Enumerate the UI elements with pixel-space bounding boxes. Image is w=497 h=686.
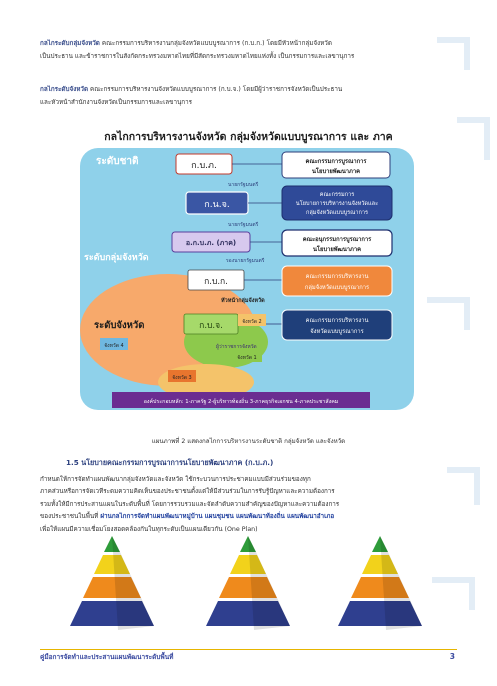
rbox-5 bbox=[282, 310, 392, 340]
mechanism-diagram bbox=[76, 142, 420, 422]
rbox-2-c: กลุ่มจังหวัดแบบบูรณาการ bbox=[305, 210, 369, 216]
pyramid-image-2 bbox=[198, 532, 298, 632]
tag-p4-label: จังหวัด 4 bbox=[104, 343, 124, 349]
body-line-3: รวมทั้งให้มีการประสานแผนในระดับพื้นที่ โดยการรวบรวมและจัดลำดับความสำคัญของปัญหาและความต้องการ bbox=[40, 500, 340, 508]
label-pm1: นายกรัฐมนตรี bbox=[228, 182, 259, 188]
box-knj-label: ก.น.จ. bbox=[204, 200, 230, 210]
rbox-4-b: กลุ่มจังหวัดแบบบูรณาการ bbox=[304, 285, 370, 291]
paragraph-group-mechanism bbox=[40, 38, 460, 63]
body-line-5: เพื่อให้แผนมีความเชื่อมโยงสอดคล้องกันในทุกระดับเป็นแผนเดียวกัน (One Plan) bbox=[40, 525, 258, 533]
rbox-1-a: คณะกรรมการบูรณาการ bbox=[305, 159, 367, 165]
figure-caption: แผนภาพที่ 2 แสดงกลไกการบริหารงานระดับชาติ กลุ่มจังหวัด และจังหวัด bbox=[151, 438, 346, 445]
section-heading: 1.5 นโยบายคณะกรรมการบูรณาการนโยบายพัฒนาภาค (ก.บ.ภ.) bbox=[66, 458, 274, 467]
tag-p2-label: จังหวัด 2 bbox=[242, 319, 262, 325]
para1-line2: เป็นประธาน และข้าราชการในสังกัดกระทรวงมหาดไทยที่มีสัดกระทรวงมหาดไทยแห่งทั้ง เป็นกรรมการและเลขานุการ bbox=[40, 52, 355, 60]
pyramid-image-1 bbox=[62, 532, 162, 632]
body-line-4a: ของประชาชนในพื้นที่ bbox=[40, 513, 101, 521]
rbox-4 bbox=[282, 266, 392, 296]
label-pm2: นายกรัฐมนตรี bbox=[228, 222, 259, 228]
diagram-title: กลไกการบริหารงานจังหวัด กลุ่มจังหวัดแบบบูรณาการ และ ภาค bbox=[104, 131, 393, 143]
rbox-4-a: คณะกรรมการบริหารงาน bbox=[305, 274, 369, 280]
rbox-5-b: จังหวัดแบบบูรณาการ bbox=[310, 329, 364, 335]
tag-p3-label: จังหวัด 3 bbox=[172, 375, 192, 381]
body-line-1: กำหนดให้การจัดทำแผนพัฒนากลุ่มจังหวัดและจังหวัด ใช้กระบวนการประชาคมแบบมีส่วนร่วมของทุก bbox=[40, 476, 311, 483]
box-kbp-label: ก.บ.ภ. bbox=[191, 161, 217, 171]
rbox-3-a: คณะอนุกรรมการบูรณาการ bbox=[302, 237, 372, 243]
rbox-2-b: นโยบายการบริหารงานจังหวัดและ bbox=[295, 201, 379, 207]
page-number: 3 bbox=[449, 652, 455, 661]
box-kbk-label: ก.บ.ก. bbox=[204, 277, 228, 287]
label-dpm: รองนายกรัฐมนตรี bbox=[226, 258, 265, 264]
footer-divider bbox=[40, 649, 457, 650]
tag-p1-label: จังหวัด 1 bbox=[237, 355, 257, 361]
pyramid-image-3 bbox=[330, 532, 430, 632]
rbox-5-a: คณะกรรมการบริหารงาน bbox=[305, 318, 369, 324]
body-line-4b: ผ่านกลไกการจัดทำแผนพัฒนาหมู่บ้าน แผนชุมชน แผนพัฒนาท้องถิ่น แผนพัฒนาอำเภอ bbox=[100, 513, 335, 521]
box-akbp-label: อ.ก.บ.ภ. (ภาค) bbox=[185, 239, 237, 247]
footer-title: คู่มือการจัดทำและประสานแผนพัฒนาระดับพื้นที่ bbox=[40, 653, 174, 661]
paragraph-province-mechanism bbox=[40, 84, 460, 109]
para2-line2: และหัวหน้าสำนักงานจังหวัดเป็นกรรมการและเลขานุการ bbox=[40, 98, 193, 106]
body-text bbox=[40, 474, 460, 536]
para1-lead: กลไกระดับกลุ่มจังหวัด bbox=[40, 40, 100, 47]
level-group: ระดับกลุ่มจังหวัด bbox=[84, 253, 149, 263]
label-governor: ผู้ว่าราชการจังหวัด bbox=[216, 344, 257, 350]
para1-line1: คณะกรรมการบริหารงานกลุ่มจังหวัดแบบบูรณาการ (ก.บ.ก.) โดยมีหัวหน้ากลุ่มจังหวัด bbox=[99, 40, 332, 47]
rbox-1-b: นโยบายพัฒนาภาค bbox=[311, 169, 361, 175]
label-group-head: หัวหน้ากลุ่มจังหวัด bbox=[221, 298, 265, 304]
level-national: ระดับชาติ bbox=[96, 156, 139, 167]
para2-line1: คณะกรรมการบริหารงานจังหวัดแบบบูรณาการ (ก.บ.จ.) โดยมีผู้ว่าราชการจังหวัดเป็นประธาน bbox=[88, 86, 343, 93]
box-kbj-label: ก.บ.จ. bbox=[199, 321, 223, 331]
rbox-3-b: นโยบายพัฒนาภาค bbox=[312, 247, 362, 253]
rbox-2-a: คณะกรรมการ bbox=[319, 192, 355, 198]
diagram-footer-text: องค์ประกอบหลัก: 1-ภาครัฐ 2-ผู้บริหารท้องถิ่น 3-ภาคธุรกิจเอกชน 4-ภาคประชาสังคม bbox=[143, 399, 339, 405]
para2-lead: กลไกระดับจังหวัด bbox=[40, 86, 89, 93]
body-line-2: ภาคส่วนหรือการจัดเวทีระดมความคิดเห็นของประชาชนตั้งแต่ให้มีส่วนร่วมในการรับรู้ปัญหาและความต้องการ bbox=[40, 488, 335, 496]
level-province: ระดับจังหวัด bbox=[94, 320, 145, 331]
